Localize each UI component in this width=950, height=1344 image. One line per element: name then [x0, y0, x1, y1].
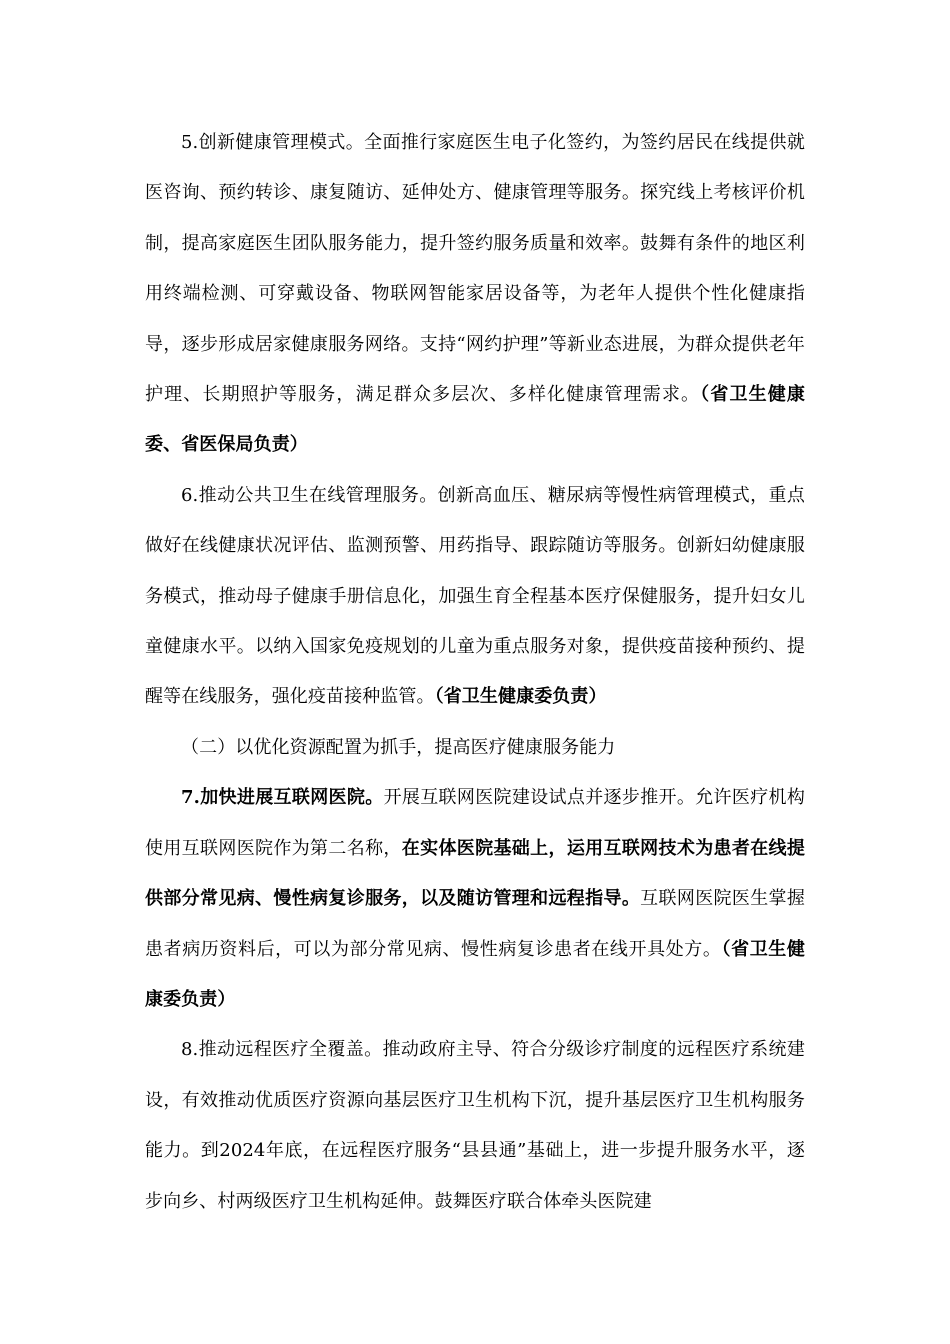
paragraph-6-responsibility: （省卫生健康委负责）	[434, 686, 607, 708]
section-heading-2: （二）以优化资源配置为抓手，提高医疗健康服务能力	[181, 736, 616, 758]
paragraph-5-text: 5.创新健康管理模式。全面推行家庭医生电子化签约，为签约居民在线提供就医咨询、预约转诊、康复随访、延伸处方、健康管理等服务。探究线上考核评价机制，提高家庭医生团队服务能力，提升签约服务质量和效率。鼓舞有条件的地区利用终端检测、可穿戴设备、物联网智能家居设备等，为老年人提供个性化健康指导，逐步形成居家健康服务网络。支持“网约护理”等新业态进展，为群众提供老年护理、长期照护等服务，满足群众多层次、多样化健康管理需求。	[145, 132, 805, 406]
paragraph-6-text: 6.推动公共卫生在线管理服务。创新高血压、糖尿病等慢性病管理模式，重点做好在线健康状况评估、监测预警、用药指导、跟踪随访等服务。创新妇幼健康服务模式，推动母子健康手册信息化，加强生育全程基本医疗保健服务，提升妇女儿童健康水平。以纳入国家免疫规划的儿童为重点服务对象，提供疫苗接种预约、提醒等在线服务，强化疫苗接种监管。	[145, 484, 805, 708]
paragraph-6	[145, 471, 805, 723]
paragraph-5	[145, 118, 805, 471]
paragraph-7-text-bold: 在实体医院基础上，运用互联网技术为患者在线提供部分常见病、慢性病复诊服务，以及随访管理和远程指导。	[145, 837, 805, 910]
paragraph-8-text: 8.推动远程医疗全覆盖。推动政府主导、符合分级诊疗制度的远程医疗系统建设，有效推动优质医疗资源向基层医疗卫生机构下沉，提升基层医疗卫生机构服务能力。到2024年底，在远程医疗服务“县县通”基础上，进一步提升服务水平，逐步向乡、村两级医疗卫生机构延伸。鼓舞医疗联合体牵头医院建	[145, 1039, 805, 1212]
paragraph-7-responsibility: （省卫生健康委负责）	[145, 938, 805, 1010]
document-body	[145, 118, 805, 1227]
paragraph-7-title: 7.加快进展互联网医院。	[181, 787, 384, 809]
paragraph-7	[145, 773, 805, 1025]
paragraph-5-responsibility: （省卫生健康委、省医保局负责）	[145, 384, 805, 456]
paragraph-8	[145, 1025, 805, 1227]
paragraph-7-text-b: 互联网医院医生掌握患者病历资料后，可以为部分常见病、慢性病复诊患者在线开具处方。	[145, 888, 805, 960]
paragraph-7-text-a: 开展互联网医院建设试点并逐步推开。允许医疗机构使用互联网医院作为第二名称，	[145, 787, 805, 859]
